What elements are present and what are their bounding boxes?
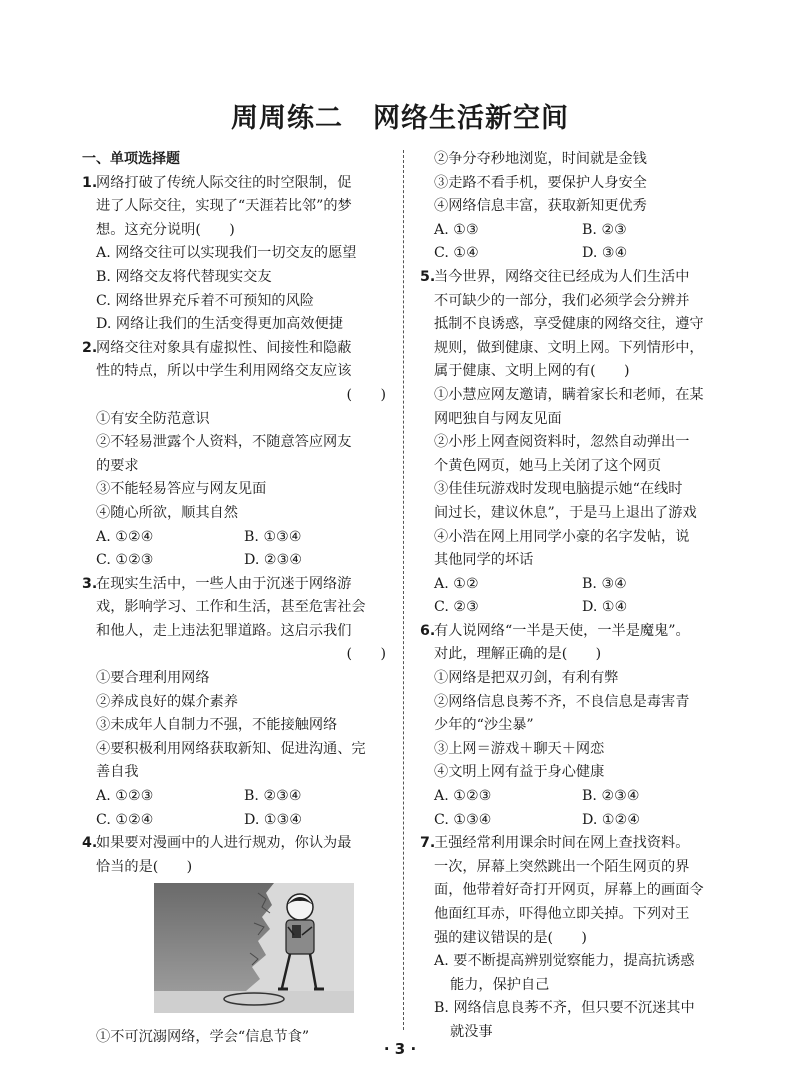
option: B. ②③④ bbox=[582, 788, 640, 805]
title-part1: 周周练二 bbox=[231, 103, 343, 134]
option: C. 网络世界充斥着不可预知的风险 bbox=[96, 292, 314, 309]
option: B. 网络交友将代替现实交友 bbox=[96, 268, 272, 285]
question-1: 1. 网络打破了传统人际交往的时空限制，促 进了人际交往，实现了“天涯若比邻”的梦 想。这充分说明( ) A. 网络交往可以实现我们一切交友的愿望 B. 网络交友将代替现实交友 C. 网络世界充斥着不可预知的风险 D. 网络让我们的生活变得更加高效便捷 bbox=[82, 172, 392, 337]
option: A. ①③ bbox=[434, 221, 479, 238]
option: D. ①②④ bbox=[582, 811, 641, 828]
left-column bbox=[82, 148, 392, 1050]
option: A. 要不断提高辨别觉察能力，提高抗诱惑 bbox=[434, 953, 695, 970]
page-number: · 3 · bbox=[383, 1040, 417, 1058]
question-3: 3. 在现实生活中，一些人由于沉迷于网络游 戏，影响学习、工作和生活，甚至危害社会 和他人，走上违法犯罪道路。这启示我们 ( ) ①要合理利用网络 ②养成良好的媒介素养 ③未成年人自制力不强，不能接触网络 ④要积极利用网络获取新知、促进沟通、完 善自我 A. ①②③ B. ②③④ C. ①②④ D. ①③④ bbox=[82, 573, 392, 833]
option: D. ②③④ bbox=[244, 552, 303, 569]
option: B. ②③ bbox=[582, 221, 627, 238]
option: C. ①③④ bbox=[434, 811, 492, 828]
question-number: 6. bbox=[420, 622, 436, 639]
option: A. 网络交往可以实现我们一切交友的愿望 bbox=[96, 245, 357, 262]
option: D. ③④ bbox=[582, 245, 628, 262]
right-column bbox=[420, 148, 730, 1045]
option: B. ③④ bbox=[582, 575, 627, 592]
option: B. 网络信息良莠不齐，但只要不沉迷其中 bbox=[434, 1000, 695, 1017]
options-grid bbox=[420, 219, 730, 266]
question-number: 5. bbox=[420, 268, 436, 285]
question-7: 7. 王强经常利用课余时间在网上查找资料。 一次，屏幕上突然跳出一个陌生网页的界 面，他带着好奇打开网页，屏幕上的画面令 他面红耳赤，吓得他立即关掉。下列对王 强的建议错误的是( ) A. 要不断提高辨别觉察能力，提高抗诱惑 能力，保护自己 B. 网络信息良莠不齐，但只要不沉迷其中 就没事 bbox=[420, 832, 730, 1044]
question-number: 1. bbox=[82, 174, 98, 191]
question-5: 5. 当今世界，网络交往已经成为人们生活中 不可缺少的一部分，我们必须学会分辨并 抵制不良诱惑，享受健康的网络交往，遵守 规则，做到健康、文明上网。下列情形中， 属于健康、文明上网的有( ) ①小慧应网友邀请，瞒着家长和老师，在某 网吧独自与网友见面 ②小彤上网查阅资料时，忽然自动弹出一 个黄色网页，她马上关闭了这个网页 ③佳佳玩游戏时发现电脑提示她“在线时 间过长，建议休息”，于是马上退出了游戏 ④小浩在网上用同学小豪的名字发帖，说 其他同学的坏话 A. ①② B. ③④ C. ②③ D. ①④ bbox=[420, 266, 730, 620]
option: D. 网络让我们的生活变得更加高效便捷 bbox=[96, 316, 343, 333]
option: D. ①④ bbox=[582, 599, 628, 616]
option: A. ①②③ bbox=[434, 788, 492, 805]
question-number: 3. bbox=[82, 575, 98, 592]
option: C. ②③ bbox=[434, 599, 479, 616]
option: C. ①②③ bbox=[96, 552, 154, 569]
option: C. ①④ bbox=[434, 245, 479, 262]
section-heading: 一、单项选择题 bbox=[82, 151, 180, 167]
question-4-continued: ②争分夺秒地浏览，时间就是金钱 ③走路不看手机，要保护人身安全 ④网络信息丰富，获取新知更优秀 A. ①③ B. ②③ C. ①④ D. ③④ bbox=[420, 148, 730, 266]
options-grid bbox=[420, 785, 730, 832]
question-number: 4. bbox=[82, 835, 98, 852]
question-number: 7. bbox=[420, 835, 436, 852]
option: A. ①②③ bbox=[96, 788, 154, 805]
answer-blank: ( ) bbox=[346, 646, 386, 663]
options-grid bbox=[82, 785, 392, 832]
option: D. ①③④ bbox=[244, 811, 303, 828]
title-part2: 网络生活新空间 bbox=[373, 103, 569, 134]
option: B. ①③④ bbox=[244, 528, 302, 545]
options-grid bbox=[420, 573, 730, 620]
cartoon-image bbox=[154, 883, 354, 1013]
question-2: 2. 网络交往对象具有虚拟性、间接性和隐蔽 性的特点，所以中学生利用网络交友应该 ( ) ①有安全防范意识 ②不轻易泄露个人资料，不随意答应网友 的要求 ③不能轻易答应与网友见面 ④随心所欲，顺其自然 A. ①②④ B. ①③④ C. ①②③ D. ②③④ bbox=[82, 337, 392, 573]
option: A. ①② bbox=[434, 575, 479, 592]
options-grid bbox=[82, 526, 392, 573]
option: C. ①②④ bbox=[96, 811, 154, 828]
answer-blank: ( ) bbox=[346, 386, 386, 403]
question-number: 2. bbox=[82, 339, 98, 356]
column-divider bbox=[403, 150, 404, 1030]
option: B. ②③④ bbox=[244, 788, 302, 805]
question-4: 4. 如果要对漫画中的人进行规劝，你认为最 恰当的是( ) ①不可沉溺网络，学会“信息节食” bbox=[82, 832, 392, 1049]
question-6: 6. 有人说网络“一半是天使，一半是魔鬼”。 对此，理解正确的是( ) ①网络是把双刃剑，有利有弊 ②网络信息良莠不齐，不良信息是毒害青 少年的“沙尘暴” ③上网＝游戏＋聊天＋网恋 ④文明上网有益于身心健康 A. ①②③ B. ②③④ C. ①③④ D. ①②④ bbox=[420, 620, 730, 832]
page-title bbox=[0, 96, 800, 135]
option: A. ①②④ bbox=[96, 528, 154, 545]
